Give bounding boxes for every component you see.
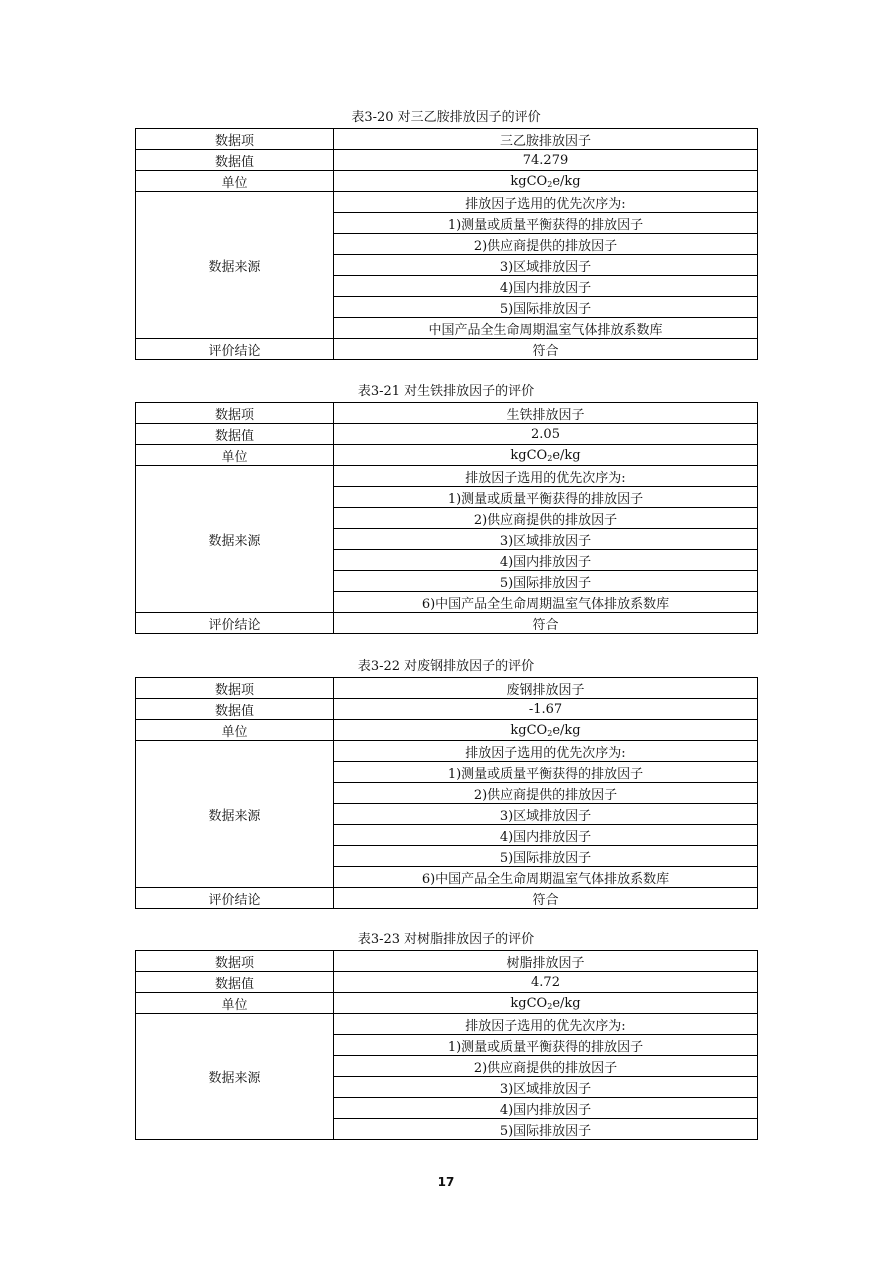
item-label: 数据项 (136, 403, 334, 424)
table-row (136, 720, 758, 741)
source-line: 中国产品全生命周期温室气体排放系数库 (334, 318, 758, 339)
source-line: 2)供应商提供的排放因子 (334, 234, 758, 255)
source-line: 4)国内排放因子 (334, 1098, 758, 1119)
table-row (136, 888, 758, 909)
table-caption: 表3-23 对树脂排放因子的评价 (357, 932, 535, 947)
factor-table-triethylamine (135, 128, 758, 360)
source-label: 数据来源 (136, 466, 334, 613)
unit-prefix: kgCO (510, 173, 548, 189)
item-value: 树脂排放因子 (334, 951, 758, 972)
item-value: 三乙胺排放因子 (334, 129, 758, 150)
unit-label: 单位 (136, 445, 334, 466)
table-row (136, 466, 758, 487)
table-row (136, 339, 758, 360)
conclusion-label: 评价结论 (136, 339, 334, 360)
item-label: 数据项 (136, 678, 334, 699)
table-row (136, 951, 758, 972)
source-line: 5)国际排放因子 (334, 1119, 758, 1140)
unit-cell (334, 720, 758, 741)
unit-cell (334, 171, 758, 192)
source-line: 排放因子选用的优先次序为: (334, 466, 758, 487)
source-line: 排放因子选用的优先次序为: (334, 192, 758, 213)
unit-cell (334, 445, 758, 466)
source-line: 3)区域排放因子 (334, 804, 758, 825)
page-number: 17 (437, 1175, 455, 1189)
item-value: 废钢排放因子 (334, 678, 758, 699)
value-cell: -1.67 (334, 699, 758, 720)
table-row (136, 445, 758, 466)
value-cell: 74.279 (334, 150, 758, 171)
source-line: 6)中国产品全生命周期温室气体排放系数库 (334, 867, 758, 888)
table-row (136, 972, 758, 993)
table-row (136, 1014, 758, 1035)
unit-subscript: 2 (547, 728, 553, 738)
source-line: 3)区域排放因子 (334, 529, 758, 550)
conclusion-label: 评价结论 (136, 613, 334, 634)
table-row (136, 424, 758, 445)
unit-suffix: e/kg (552, 722, 581, 738)
conclusion-value: 符合 (334, 888, 758, 909)
unit-cell (334, 993, 758, 1014)
unit-prefix: kgCO (510, 995, 548, 1011)
table-row (136, 150, 758, 171)
table-row (136, 129, 758, 150)
unit-label: 单位 (136, 171, 334, 192)
factor-table-scrap-steel (135, 677, 758, 909)
table-caption: 表3-22 对废钢排放因子的评价 (357, 659, 535, 674)
source-label: 数据来源 (136, 741, 334, 888)
table-row (136, 678, 758, 699)
source-label: 数据来源 (136, 192, 334, 339)
table-row (136, 192, 758, 213)
unit-suffix: e/kg (552, 447, 581, 463)
table-row (136, 699, 758, 720)
source-line: 5)国际排放因子 (334, 571, 758, 592)
source-line: 2)供应商提供的排放因子 (334, 783, 758, 804)
source-line: 6)中国产品全生命周期温室气体排放系数库 (334, 592, 758, 613)
source-line: 5)国际排放因子 (334, 297, 758, 318)
unit-suffix: e/kg (552, 995, 581, 1011)
source-line: 4)国内排放因子 (334, 276, 758, 297)
unit-label: 单位 (136, 720, 334, 741)
item-label: 数据项 (136, 951, 334, 972)
source-line: 1)测量或质量平衡获得的排放因子 (334, 213, 758, 234)
unit-prefix: kgCO (510, 447, 548, 463)
table-caption: 表3-20 对三乙胺排放因子的评价 (351, 110, 541, 125)
source-label: 数据来源 (136, 1014, 334, 1140)
source-line: 5)国际排放因子 (334, 846, 758, 867)
table-row (136, 403, 758, 424)
source-line: 4)国内排放因子 (334, 550, 758, 571)
source-line: 4)国内排放因子 (334, 825, 758, 846)
unit-label: 单位 (136, 993, 334, 1014)
table-row (136, 171, 758, 192)
conclusion-value: 符合 (334, 339, 758, 360)
source-line: 1)测量或质量平衡获得的排放因子 (334, 487, 758, 508)
unit-subscript: 2 (547, 179, 553, 189)
source-line: 3)区域排放因子 (334, 1077, 758, 1098)
table-row (136, 741, 758, 762)
conclusion-label: 评价结论 (136, 888, 334, 909)
source-line: 排放因子选用的优先次序为: (334, 1014, 758, 1035)
unit-subscript: 2 (547, 453, 553, 463)
table-row (136, 613, 758, 634)
item-value: 生铁排放因子 (334, 403, 758, 424)
value-cell: 4.72 (334, 972, 758, 993)
factor-table-pig-iron (135, 402, 758, 634)
source-line: 1)测量或质量平衡获得的排放因子 (334, 762, 758, 783)
table-row (136, 993, 758, 1014)
factor-table-resin (135, 950, 758, 1140)
conclusion-value: 符合 (334, 613, 758, 634)
value-label: 数据值 (136, 972, 334, 993)
source-line: 2)供应商提供的排放因子 (334, 508, 758, 529)
value-label: 数据值 (136, 424, 334, 445)
source-line: 排放因子选用的优先次序为: (334, 741, 758, 762)
table-caption: 表3-21 对生铁排放因子的评价 (357, 384, 535, 399)
unit-prefix: kgCO (510, 722, 548, 738)
source-line: 3)区域排放因子 (334, 255, 758, 276)
value-label: 数据值 (136, 699, 334, 720)
source-line: 1)测量或质量平衡获得的排放因子 (334, 1035, 758, 1056)
item-label: 数据项 (136, 129, 334, 150)
value-label: 数据值 (136, 150, 334, 171)
unit-subscript: 2 (547, 1001, 553, 1011)
unit-suffix: e/kg (552, 173, 581, 189)
value-cell: 2.05 (334, 424, 758, 445)
source-line: 2)供应商提供的排放因子 (334, 1056, 758, 1077)
